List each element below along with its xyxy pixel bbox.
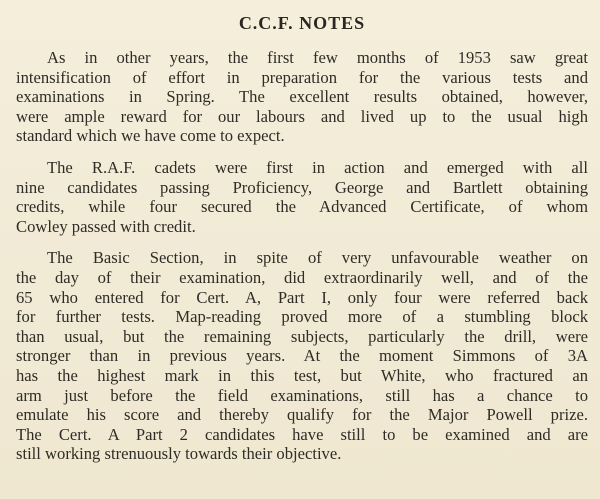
paragraph-line: intensification of effort in preparation for the various tests and bbox=[16, 67, 588, 87]
paragraph-line: 65 who entered for Cert. A, Part I, only four were referred back bbox=[16, 287, 588, 307]
paragraph-line: examinations in Spring. The excellent results obtained, however, bbox=[16, 87, 588, 107]
paragraph-line: arm just before the field examinations, still has a chance to bbox=[16, 385, 588, 405]
paragraph-line: Cowley passed with credit. bbox=[16, 216, 196, 236]
paragraph-1 bbox=[16, 48, 588, 146]
paragraph-line: As in other years, the first few months of 1953 saw great bbox=[47, 48, 588, 67]
paragraph-line: still working strenuously towards their objective. bbox=[16, 444, 342, 464]
paragraph-line: The Cert. A Part 2 candidates have still to be examined and are bbox=[16, 424, 588, 444]
page-title: C.C.F. NOTES bbox=[238, 13, 366, 33]
paragraph-line: for further tests. Map-reading proved more of a stumbling block bbox=[16, 307, 588, 327]
paragraph-line: were ample reward for our labours and lived up to the usual high bbox=[16, 106, 588, 126]
paragraph-line: has the highest mark in this test, but White, who fractured an bbox=[16, 365, 588, 385]
paragraph-line: standard which we have come to expect. bbox=[16, 126, 285, 146]
paragraph-line: emulate his score and thereby qualify for the Major Powell prize. bbox=[16, 405, 588, 425]
paragraph-line: The R.A.F. cadets were first in action and emerged with all bbox=[47, 157, 588, 177]
paragraph-3 bbox=[16, 248, 588, 464]
paragraph-line: than usual, but the remaining subjects, particularly the drill, were bbox=[16, 326, 588, 346]
paragraph-2 bbox=[16, 158, 588, 236]
paragraph-line: credits, while four secured the Advanced Certificate, of whom bbox=[16, 197, 588, 217]
paragraph-line: the day of their examination, did extraordinarily well, and of the bbox=[16, 267, 588, 287]
paragraph-line: stronger than in previous years. At the moment Simmons of 3A bbox=[16, 346, 588, 366]
paragraph-line: The Basic Section, in spite of very unfavourable weather on bbox=[47, 248, 588, 268]
paragraph-line: nine candidates passing Proficiency, George and Bartlett obtaining bbox=[16, 177, 588, 197]
